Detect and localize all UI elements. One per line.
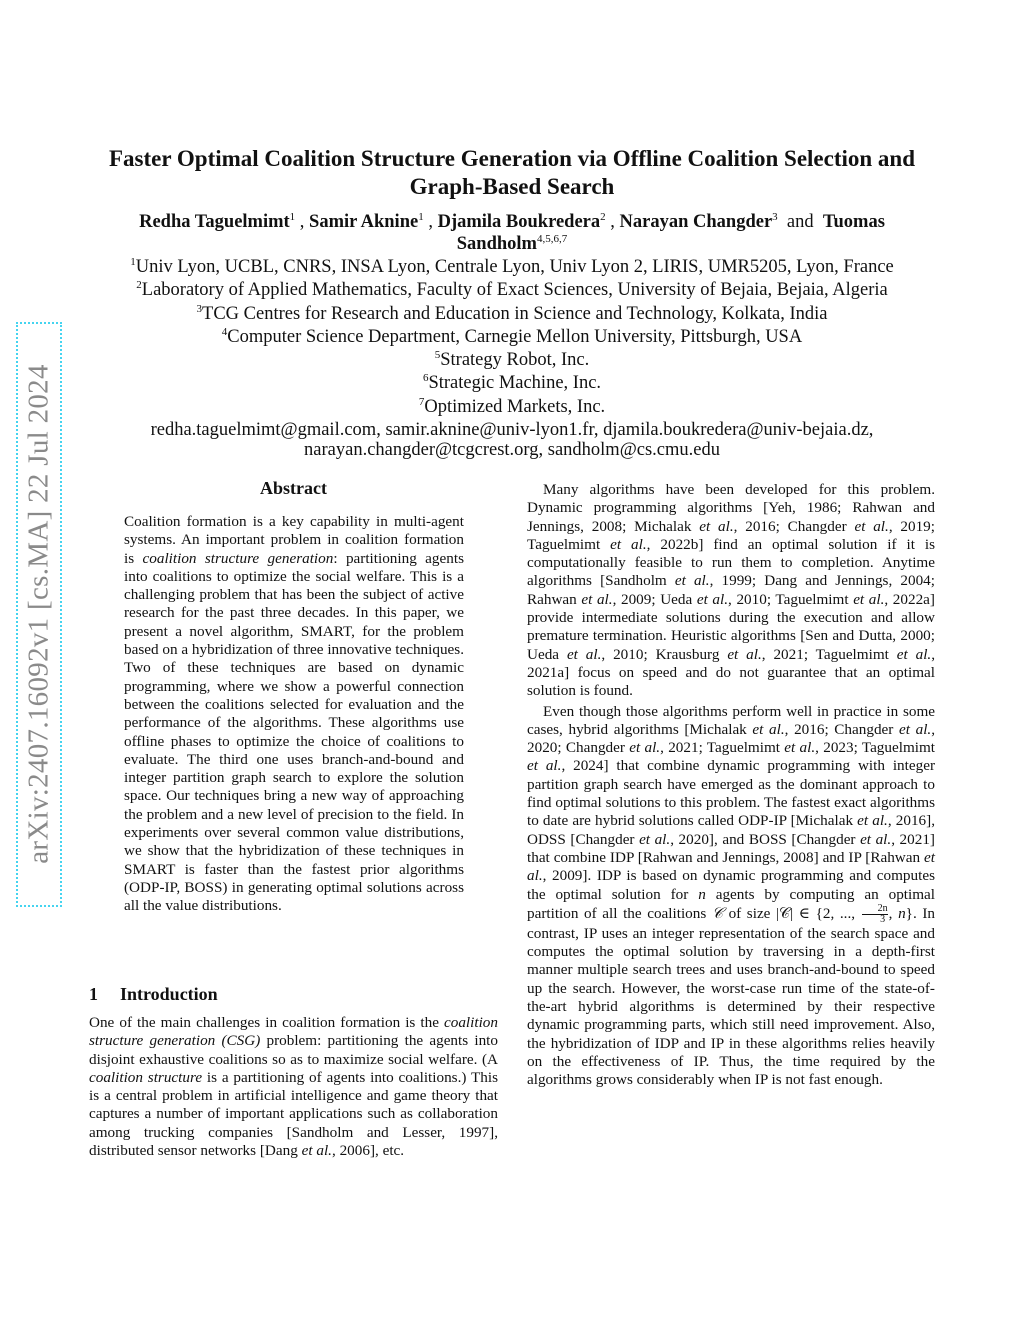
affiliation [90, 396, 934, 419]
affiliation-text: Laboratory of Applied Mathematics, Faculty of Exact Sciences, University of Bejaia, Bejaia, Algeria [141, 280, 888, 301]
affiliation-sup: 7 [418, 395, 425, 408]
affiliation-sup: 5 [434, 349, 441, 362]
affiliation-text: Optimized Markets, Inc. [424, 396, 606, 417]
author-and: and [786, 212, 814, 232]
affiliation-text: Strategic Machine, Inc. [428, 373, 602, 394]
section-title: Introduction [120, 984, 218, 1004]
affiliation-sup: 4 [221, 325, 228, 338]
paper-title [90, 145, 934, 201]
intro-paragraph: One of the main challenges in coalition formation is the coalition structure generation (CSG) problem: partitioning the agents into disjoint exhaustive coalitions so as to maximize social welfare. (A coalition structure is a partitioning of agents into coalitions.) This is a central problem in artificial intelligence and game theory that captures a number of important applications such as collaboration among trucking companies [Sandholm and Lesser, 1997], distributed sensor networks [Dang et al., 2006], etc. [89, 1014, 498, 1160]
arxiv-identifier: arXiv:2407.16092v1 [cs.MA] 22 Jul 2024 [22, 364, 55, 864]
author-affil-sup: 1 [289, 211, 296, 223]
section-number: 1 [89, 984, 98, 1004]
author-list: Redha Taguelmimt$^1$ , Samir Aknine$^1$ , Djamila Boukredera$^2$ , Narayan Changder$^3$ and Tuomas Sandholm$^{4,5,6,7}$ [139, 211, 885, 254]
section-heading [89, 984, 218, 1005]
affiliation [90, 326, 934, 349]
affiliation-sup: 1 [130, 256, 136, 268]
author-affil-sup: 2 [600, 211, 606, 223]
author-name: Djamila Boukredera [437, 212, 601, 232]
right-column [527, 481, 935, 1090]
affiliation-text: Computer Science Department, Carnegie Mellon University, Pittsburgh, USA [227, 326, 803, 347]
abstract-body: Coalition formation is a key capability in multi-agent systems. An important problem in coalition formation is coalition structure generation: partitioning agents into coalitions to optimize the social welfare. This is a challenging problem that has been the subject of active research for the past three decades. In this paper, we present a novel algorithm, SMART, for the problem based on a hybridization of three innovative techniques. Two of these techniques are based on dynamic programming, where we show a powerful connection between the coalitions selected for evaluation and the performance of the algorithms. These algorithms use offline phases to optimize the choice of coalitions to evaluate. The third one uses branch-and-bound and integer partition graph search to explore the solution space. Our techniques bring a new way of approaching the problem and a new level of precision to the field. In experiments over several common value distributions, we show that the hybridization of these techniques in SMART is faster than the fastest prior algorithms (ODP-IP, BOSS) in generating optimal solutions across all the value distributions. [124, 513, 464, 915]
email-line: narayan.changder@tcgcrest.org, sandholm@cs.cmu.edu [304, 440, 720, 461]
abstract-heading: Abstract [260, 478, 327, 498]
author-affil-sup: 3 [772, 211, 778, 223]
body-paragraph: Even though those algorithms perform well in practice in some cases, hybrid algorithms [Michalak et al., 2016; Changder et al., 2020; Changder et al., 2021; Taguelmimt et al., 2023; Taguelmimt et al., 2024] that combine dynamic programming with integer partition graph search have emerged as the dominant approach to find optimal solutions to this problem. The fastest exact algorithms to date are hybrid solutions called ODP-IP [Michalak et al., 2016], ODSS [Changder et al., 2020], and BOSS [Changder et al., 2021] that combine IDP [Rahwan and Jennings, 2008] and IP [Rahwan et al., 2009]. IDP is based on dynamic programming and computes the optimal solution for n agents by computing an optimal partition of all the coalitions 𝒞 of size |𝒞| ∈ {2, ..., $\frac{2n}{3}$ , n}. In contrast, IP uses an integer representation of the search space and computes the optimal solution by traversing in a depth-first manner multiple search trees and uses branch-and-bound to speed up the search. However, the worst-case run time of the state-of-the-art hybrid algorithms is determined by their respective dynamic programming parts, which still need improvement. Also, the hybridization of IDP and IP in these algorithms relies heavily on the effectiveness of IP. Thus, the time required by the algorithms grows considerably when IP is not fast enough. [527, 702, 936, 1089]
author-affil-sup: 4,5,6,7 [536, 233, 568, 245]
affiliations [90, 256, 934, 460]
author-name: Samir Aknine [309, 212, 419, 232]
email-line: redha.taguelmimt@gmail.com, samir.aknine@univ-lyon1.fr, djamila.boukredera@univ-bejaia.dz, [150, 420, 874, 441]
title-line-1: Faster Optimal Coalition Structure Generation via Offline Coalition Selection and [108, 146, 916, 171]
author-name: Sandholm [456, 234, 537, 254]
author-name: Tuomas [822, 212, 885, 232]
affiliation-sup: 6 [422, 372, 429, 385]
affiliation-sup: 2 [136, 279, 142, 292]
affiliation [90, 372, 934, 395]
affiliation-text: TCG Centres for Research and Education in Science and Technology, Kolkata, India [202, 303, 828, 324]
body-paragraph: Many algorithms have been developed for this problem. Dynamic programming algorithms [Yeh, 1986; Rahwan and Jennings, 2008; Michalak et al., 2016; Changder et al., 2019; Taguelmimt et al., 2022b] find an optimal solution if it is computationally feasible to run them to completion. Anytime algorithms [Sandholm et al., 1999; Dang and Jennings, 2004; Rahwan et al., 2009; Ueda et al., 2010; Taguelmimt et al., 2022a] provide intermediate solutions during the execution and allow premature termination. Heuristic algorithms [Sen and Dutta, 2000; Ueda et al., 2010; Krausburg et al., 2021; Taguelmimt et al., 2021a] focus on speed and do not guarantee that an optimal solution is found. [527, 481, 936, 700]
author-name: Redha Taguelmimt [139, 212, 290, 232]
affiliation [90, 279, 934, 302]
affiliation [90, 349, 934, 372]
title-line-2: Graph-Based Search [409, 174, 615, 199]
affiliation-text: Univ Lyon, UCBL, CNRS, INSA Lyon, Centrale Lyon, Univ Lyon 2, LIRIS, UMR5205, Lyon, France [135, 257, 894, 277]
affiliation [90, 256, 934, 279]
author-name: Narayan Changder [619, 212, 773, 232]
arxiv-sidebar [16, 322, 62, 907]
affiliation-text: Strategy Robot, Inc. [440, 350, 590, 371]
affiliation-sup: 3 [196, 302, 203, 315]
affiliation [90, 303, 934, 326]
author-affil-sup: 1 [418, 211, 424, 223]
